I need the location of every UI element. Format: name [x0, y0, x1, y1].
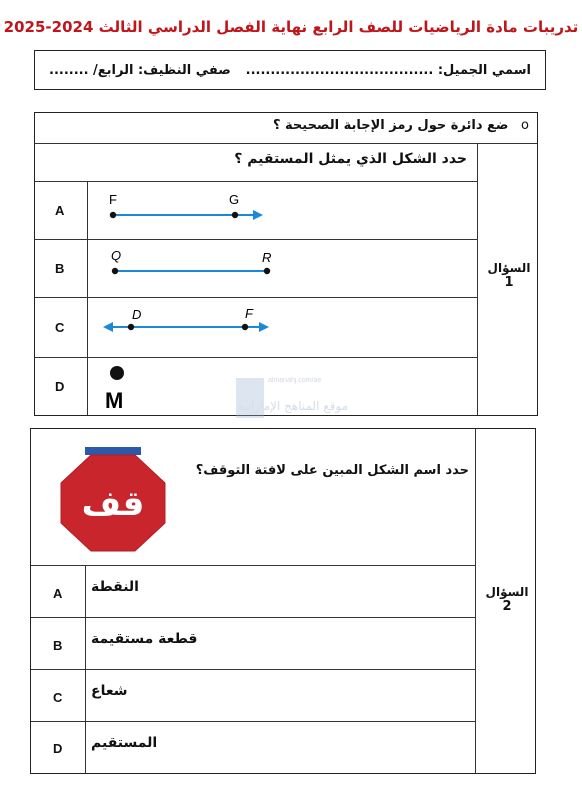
point-figure [95, 359, 215, 415]
option-letter[interactable]: B [53, 638, 63, 653]
point-dot [264, 268, 270, 274]
option-letter[interactable]: A [53, 586, 63, 601]
option-text[interactable]: المستقيم [91, 735, 158, 751]
ray-figure [95, 183, 335, 239]
arrow-icon [253, 210, 263, 220]
option-letter[interactable]: D [53, 741, 63, 756]
question-1-prompt: حدد الشكل الذي يمثل المستقيم ؟ [234, 151, 467, 167]
bullet-icon: o [521, 118, 529, 133]
svg-text:موقع المناهج الإماراتية: موقع المناهج الإماراتية [237, 399, 348, 413]
point-dot [112, 268, 118, 274]
sign-bar [85, 447, 141, 455]
option-text[interactable]: قطعة مستقيمة [91, 631, 198, 647]
watermark-logo [232, 370, 352, 430]
student-info-box [34, 50, 546, 90]
option-letter[interactable]: D [55, 379, 65, 394]
line-figure [95, 299, 335, 357]
point-label: R [262, 250, 272, 265]
option-letter[interactable]: A [55, 203, 65, 218]
point-dot [242, 324, 248, 330]
point-dot [110, 366, 124, 380]
sign-text: قف [81, 484, 145, 524]
arrow-icon [259, 322, 269, 332]
option-letter[interactable]: B [55, 261, 65, 276]
point-dot [232, 212, 238, 218]
instruction-row [273, 118, 529, 133]
point-dot [110, 212, 116, 218]
arrow-icon [103, 322, 113, 332]
class-field[interactable]: صفي النظيف: الرابع/ ........ [49, 62, 231, 78]
question-2-prompt: حدد اسم الشكل المبين على لافتة التوقف؟ [195, 463, 469, 478]
point-label: Q [111, 248, 122, 263]
option-text[interactable]: النقطة [91, 579, 139, 595]
question-2-label: السؤال 2 [485, 585, 529, 614]
question-2-table [30, 428, 536, 774]
question-1-label: السؤال 1 [487, 261, 531, 290]
instruction-text: ضع دائرة حول رمز الإجابة الصحيحة ؟ [272, 118, 509, 133]
point-label: G [229, 192, 240, 207]
point-label: F [245, 306, 253, 321]
point-dot [128, 324, 134, 330]
name-field[interactable]: اسمي الجميل: ...................................... [245, 62, 531, 78]
page-title: تدريبات مادة الرياضيات للصف الرابع نهاية الفصل الدراسي الثالث 2024-2025 [3, 18, 579, 36]
stop-sign-image [53, 443, 173, 555]
segment-figure [95, 241, 335, 297]
point-label: D [132, 307, 142, 322]
point-label: M [105, 388, 124, 413]
option-letter[interactable]: C [55, 320, 65, 335]
option-letter[interactable]: C [53, 690, 63, 705]
option-text[interactable]: شعاع [91, 683, 128, 699]
point-label: F [109, 192, 117, 207]
svg-text:almanahj.com/ae: almanahj.com/ae [268, 377, 322, 384]
